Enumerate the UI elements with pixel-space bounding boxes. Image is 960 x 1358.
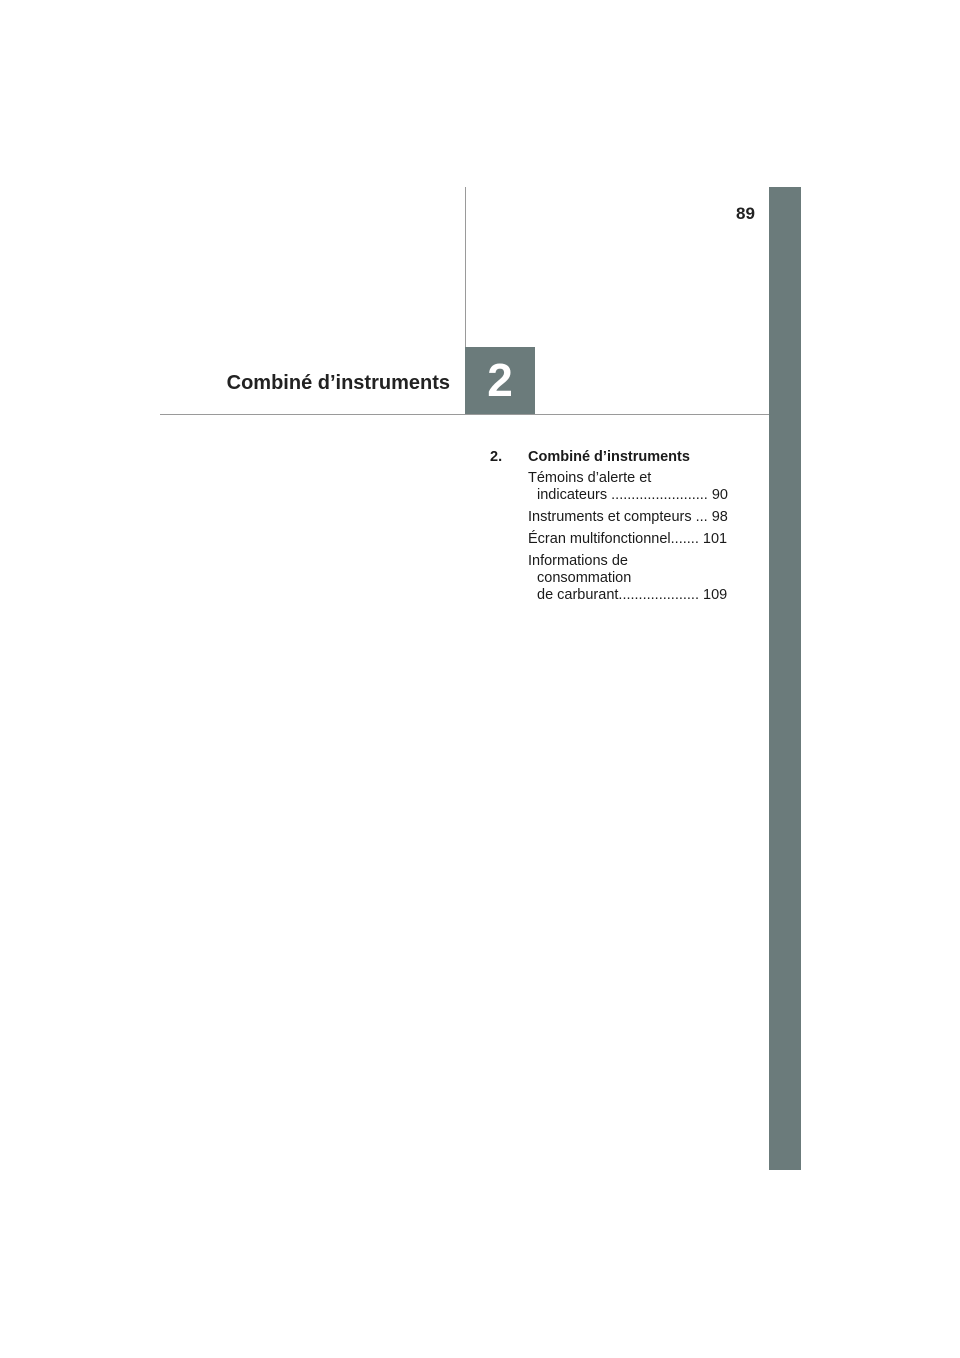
vertical-divider <box>465 187 466 347</box>
toc-entry-line: indicateurs ........................ 90 <box>537 487 728 503</box>
chapter-number-box: 2 <box>465 347 535 414</box>
chapter-title: Combiné d’instruments <box>226 372 450 394</box>
toc-section-title: Combiné d’instruments <box>528 449 690 465</box>
table-of-contents <box>490 449 742 609</box>
toc-entry-line: Témoins d’alerte et <box>528 470 652 486</box>
toc-section-number: 2. <box>490 449 503 465</box>
toc-section-heading[interactable] <box>490 449 742 466</box>
toc-entry-gauges-meters[interactable] <box>528 509 742 526</box>
chapter-side-tab <box>769 187 801 1170</box>
toc-entry-line: de carburant.................... 109 <box>537 587 728 603</box>
horizontal-divider <box>160 414 769 415</box>
page-number: 89 <box>736 204 755 223</box>
toc-entry-line: Informations de <box>528 553 628 569</box>
toc-entry-fuel-consumption[interactable] <box>528 553 742 604</box>
toc-entry-multi-info-display[interactable] <box>528 531 742 548</box>
toc-entry-line: Instruments et compteurs ... 98 <box>528 509 728 525</box>
toc-entry-warning-lights[interactable] <box>528 470 742 504</box>
toc-entry-line: Écran multifonctionnel....... 101 <box>528 531 728 547</box>
toc-entry-line: consommation <box>537 570 632 586</box>
